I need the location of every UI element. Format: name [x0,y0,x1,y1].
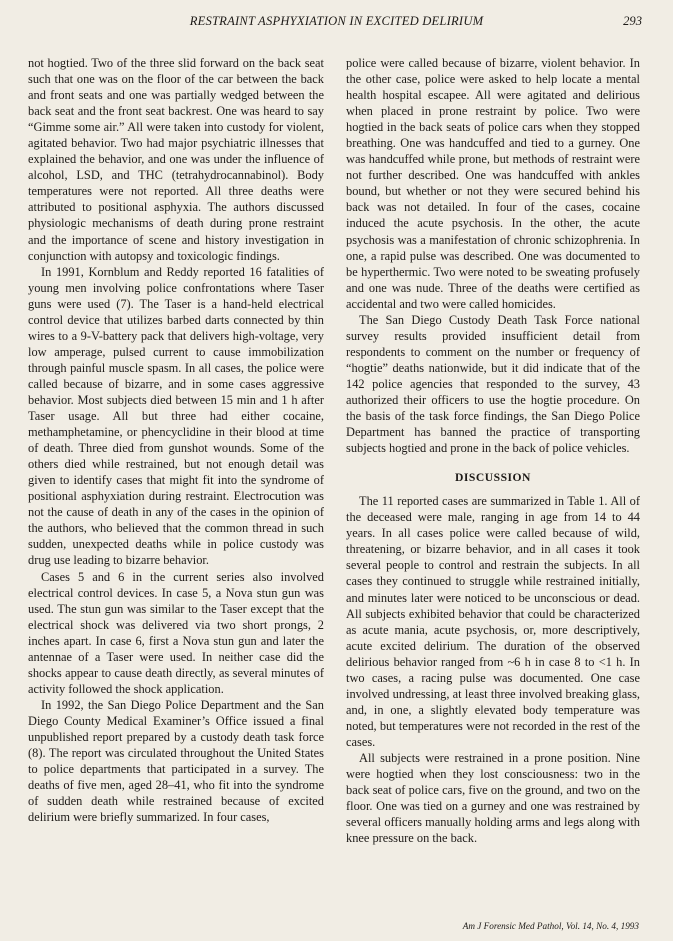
page-number: 293 [623,14,642,28]
page-header [0,14,673,34]
left-column [28,55,324,825]
section-heading-discussion: DISCUSSION [455,471,531,485]
paragraph: In 1991, Kornblum and Reddy reported 16 fatalities of young men involving police confrontations where Taser guns were used (7). The Taser is a hand-held electrical control device that utilizes barbed darts connected by thin wires to a 9-V-battery pack that delivers high-voltage, very low amperage, pulsed current to cause immobilization through painful muscle spasm. In all cases, the police were called because of bizarre, and in some cases aggressive behavior. Most subjects died between 15 min and 1 h after Taser usage. All but three had either cocaine, methamphetamine, or phencyclidine in their blood at time of death. Three died from gunshot wounds. Some of the others died while restrained, but not enough detail was given to identify cases that might fit into the syndrome of positional asphyxiation during restraint. Electrocution was not the cause of death in any of the cases in the opinion of the authors, who believed that the common thread in such sudden, unexpected deaths while in police custody was drug use leading to bizarre behavior. [28,264,324,568]
running-title: RESTRAINT ASPHYXIATION IN EXCITED DELIRIUM [189,14,484,28]
paragraph: All subjects were restrained in a prone position. Nine were hogtied when they lost consciousness: two in the back seat of police cars, five on the ground, and two on the floor. One was tied on a gurney and one was restrained by several officers manually holding arms and legs along with knee pressure on the back. [346,750,640,846]
paragraph: The 11 reported cases are summarized in Table 1. All of the deceased were male, ranging in age from 14 to 44 years. In all cases police were called because of wild, threatening, or bizarre behavior, and in all cases it took several people to control and restrain the subjects. In all cases they continued to struggle while restrained initially, and minutes later were noticed to be unconscious or dead. All subjects exhibited behavior that could be characterized as acute mania, acute psychosis, or, more descriptively, acute excited delirium. The duration of the observed delirious behavior ranged from ~6 h in case 8 to <1 h. In two cases, a racing pulse was documented. One case involved undressing, at least three involved breaking glass, and, in one, a slightly elevated body temperature was noted, but temperatures were not recorded in the rest of the cases. [346,494,640,749]
journal-citation: Am J Forensic Med Pathol, Vol. 14, No. 4, 1993 [462,921,639,931]
paragraph: In 1992, the San Diego Police Department and the San Diego County Medical Examiner’s Office issued a final unpublished report prepared by a custody death task force (8). The report was circulated throughout the United States to police departments that participated in a survey. The deaths of five men, aged 28–41, who fit into the syndrome of sudden death while restrained because of excited delirium were briefly summarized. In four cases, [28,697,324,825]
paragraph: Cases 5 and 6 in the current series also involved electrical control devices. In case 5, a Nova stun gun was used. The stun gun was similar to the Taser except that the electrical shock was delivered via two short prongs, 2 inches apart. In case 6, first a Nova stun gun and later the antennae of a Taser were used. In neither case did the shocks appear to cause death directly, as several minutes of activity followed the shock application. [28,569,324,696]
paragraph: not hogtied. Two of the three slid forward on the back seat such that one was on the floor of the car between the back and front seats and one was partially wedged between the back seat and the front seat backrest. One was heard to say “Gimme some air.” All were taken into custody for violent, agitated behavior. Two had major psychiatric illnesses that explained the behavior, and one was under the influence of alcohol, LSD, and THC (tetrahydrocannabinol). Body temperatures were not reported. All three deaths were attributed to positional asphyxia. The authors discussed physiologic mechanisms of death during prone restraint and the importance of scene and history investigation in conjunction with autopsy and toxicologic findings. [28,56,324,263]
paragraph: police were called because of bizarre, violent behavior. In the other case, police were asked to help locate a mental health hospital escapee. All were agitated and delirious when placed in prone restraint by police. Two were hogtied in the back seats of police cars when they stopped breathing. One was handcuffed and tied to a gurney. One was handcuffed while prone, but methods of restraint were not further described. One was handcuffed with ankles bound, but whether or not they were secured behind his back was not detailed. In four of the cases, cocaine induced the acute psychosis. In the other, the acute psychosis was a manifestation of chronic schizophrenia. In one, a rapid pulse was described. One was documented to be hyperthermic. Two were noted to be sweating profusely and one was nude. Three of the deaths were certified as accidental and two were called homicides. [346,56,640,311]
right-column [346,55,640,846]
paragraph: The San Diego Custody Death Task Force national survey results provided insufficient detail from respondents to comment on the number or frequency of “hogtie” deaths nationwide, but it did indicate that of the 142 police agencies that responded to the survey, 43 authorized their officers to use the hogtie procedure. On the basis of the task force findings, the San Diego Police Department has banned the practice of transporting subjects hogtied and prone in the back of police vehicles. [346,312,640,456]
